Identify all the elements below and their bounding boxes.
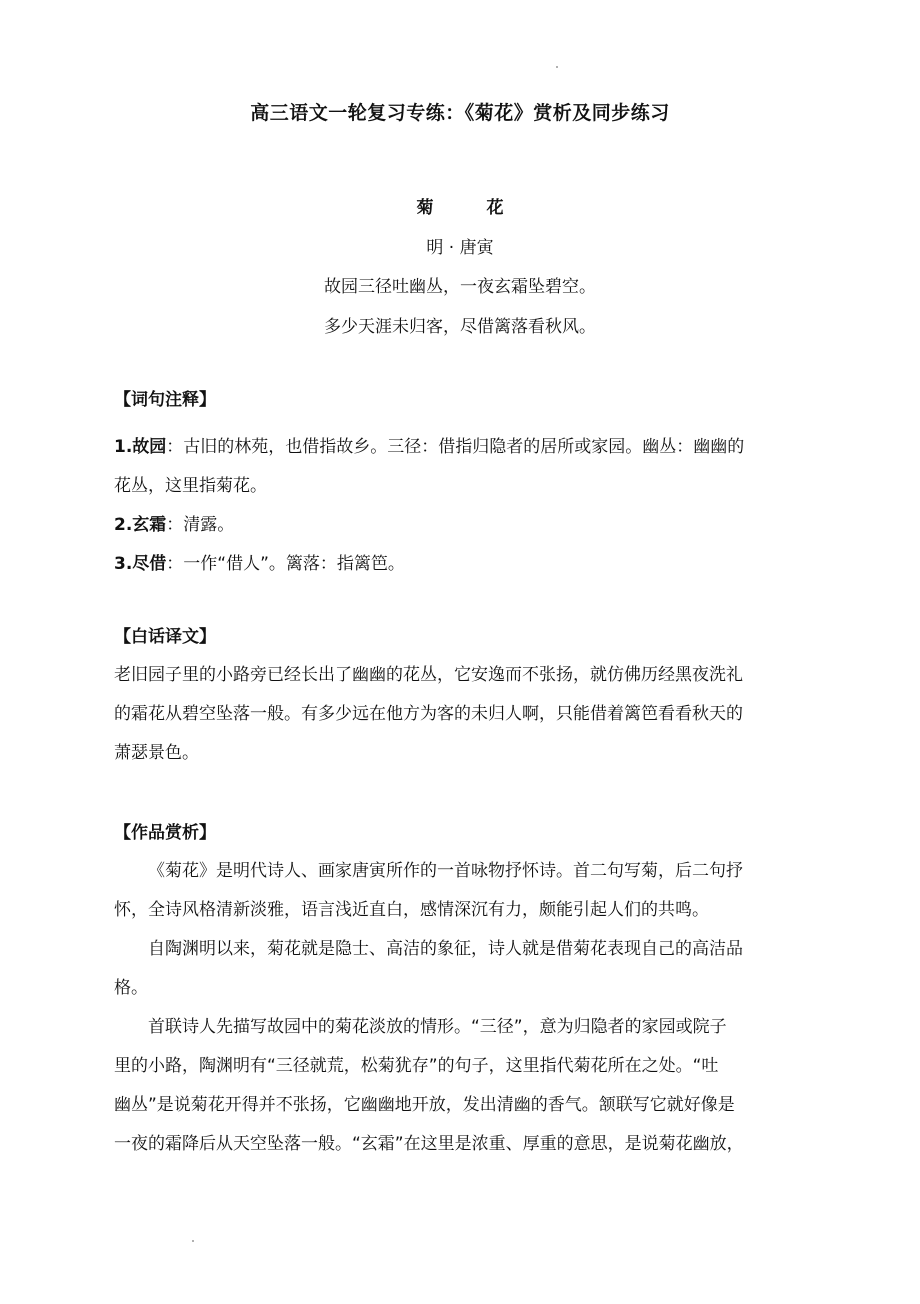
appreciation-line: 首联诗人先描写故园中的菊花淡放的情形。“三径”，意为归隐者的家园或院子 xyxy=(148,1017,727,1037)
note-item xyxy=(114,545,824,584)
appreciation-line: 《菊花》是明代诗人、画家唐寅所作的一首咏物抒怀诗。首二句写菊，后二句抒 xyxy=(148,861,743,881)
translation-heading: 【白话译文】 xyxy=(114,627,216,647)
appreciation-line: 自陶渊明以来，菊花就是隐士、高洁的象征，诗人就是借菊花表现自己的高洁品 xyxy=(148,939,743,959)
appreciation-line: 一夜的霜降后从天空坠落一般。“玄霜”在这里是浓重、厚重的意思，是说菊花幽放， xyxy=(114,1134,744,1154)
scan-speck-top xyxy=(556,66,558,68)
translation-line: 的霜花从碧空坠落一般。有多少远在他方为客的未归人啊，只能借着篱笆看看秋天的 xyxy=(114,704,743,724)
appreciation-line: 格。 xyxy=(114,978,148,998)
note-text: ：清露。 xyxy=(166,515,235,535)
note-item-continuation: 花丛，这里指菊花。 xyxy=(114,476,267,496)
note-text: ：一作“借人”。篱落：指篱笆。 xyxy=(166,554,405,574)
appreciation-line: 里的小路，陶渊明有“三径就荒，松菊犹存”的句子，这里指代菊花所在之处。“吐 xyxy=(114,1056,719,1076)
note-term: 2.玄霜 xyxy=(114,515,167,535)
translation-section xyxy=(114,626,824,773)
note-item xyxy=(114,506,824,545)
note-term: 3.尽借 xyxy=(114,554,167,574)
appreciation-heading: 【作品赏析】 xyxy=(114,823,216,843)
scan-speck-bottom xyxy=(192,1240,194,1242)
poem-title: 菊 花 xyxy=(416,198,522,218)
notes-heading: 【词句注释】 xyxy=(114,390,216,410)
translation-line: 萧瑟景色。 xyxy=(114,743,199,763)
appreciation-section xyxy=(114,822,824,1164)
poem-author: 明 · 唐寅 xyxy=(426,238,494,258)
note-item xyxy=(114,428,824,467)
notes-section xyxy=(114,389,824,584)
note-term: 1.故园 xyxy=(114,437,167,457)
appreciation-line: 幽丛”是说菊花开得并不张扬，它幽幽地开放，发出清幽的香气。颔联写它就好像是 xyxy=(114,1095,735,1115)
translation-line: 老旧园子里的小路旁已经长出了幽幽的花丛，它安逸而不张扬，就仿佛历经黑夜洗礼 xyxy=(114,665,743,685)
note-text: ：古旧的林苑，也借指故乡。三径：借指归隐者的居所或家园。幽丛：幽幽的 xyxy=(166,437,745,457)
poem-line: 故园三径吐幽丛，一夜玄霜坠碧空。 xyxy=(324,277,596,297)
document-title: 高三语文一轮复习专练：《菊花》赏析及同步练习 xyxy=(250,102,670,124)
appreciation-line: 怀，全诗风格清新淡雅，语言浅近直白，感情深沉有力，颇能引起人们的共鸣。 xyxy=(114,900,709,920)
poem-line: 多少天涯未归客，尽借篱落看秋风。 xyxy=(324,317,596,337)
